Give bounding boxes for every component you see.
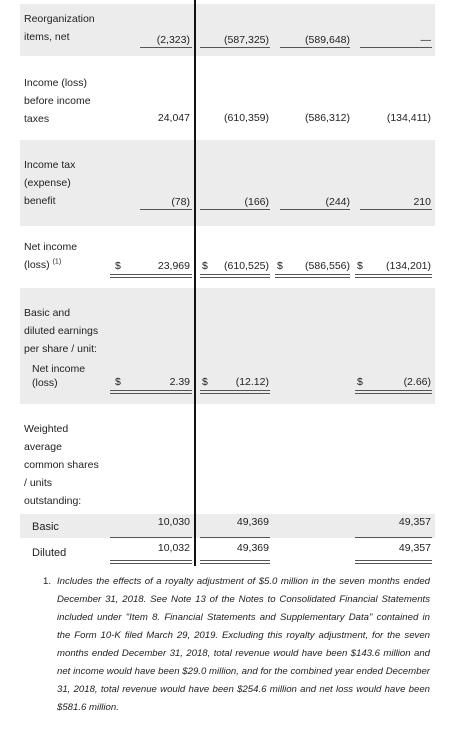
label-line [24,256,77,274]
row-eps-net-income [20,358,435,404]
footnote-ref: (1) [52,258,62,266]
cell-col1: 10,032 [157,542,190,554]
cell-col1: 23,969 [157,260,190,272]
cell-col3: (244) [325,196,350,208]
cell-col4: (134,411) [386,112,431,124]
label-line: outstanding: [24,495,82,507]
double-underline [200,390,270,394]
cell-col2: (12.12) [235,376,269,388]
underline [355,537,432,538]
label-line: / units [24,477,53,489]
dollar-sign: $ [357,376,363,388]
dollar-sign: $ [277,260,283,272]
label-line: common shares [24,459,99,471]
dollar-sign: $ [202,376,208,388]
cell-col4: 49,357 [398,516,431,528]
cell-col4: 49,357 [398,542,431,554]
underline [110,537,192,538]
label-line: Income (loss) [24,77,88,89]
label-line: Net income [24,241,78,253]
cell-col2: (166) [244,196,269,208]
label-line: Basic and [24,307,71,319]
underline [140,209,192,210]
cell-col4: (2.66) [403,376,431,388]
cell-col3: (589,648) [305,34,350,46]
cell-col4: 210 [413,196,431,208]
row-eps-header [20,288,435,358]
row-label [24,304,98,358]
underline [360,209,432,210]
row-label [24,74,91,128]
row-label: Basic [32,521,59,533]
double-underline [200,560,270,564]
footnote-text: Includes the effects of a royalty adjustment of $5.0 million in the seven months ended December 31, 2018. See Note 13 of the Notes to Consolidated Financial Statements included under "Item 8. Financial Statements and Supplementary Data" contained in the Form 10-K filed March 29, 2019. Excluding this royalty adjustment, for the seven months ended December 31, 2018, total revenue would have been $143.6 million and net income would have been $29.0 million, and for the combined year ended December 31, 2018, total revenue would have been $254.6 million and net loss would have been $581.6 million. [57,576,430,713]
row-reorganization-items [20,4,435,56]
row-income-before-taxes [20,56,435,140]
dollar-sign: $ [202,260,208,272]
label-line: Net income [32,363,86,375]
label-line: (expense) [24,177,71,189]
row-weighted-header [20,404,435,512]
cell-col1: (78) [171,196,190,208]
underline [200,47,270,48]
underline [280,47,350,48]
double-underline [275,274,350,278]
dollar-sign: $ [115,260,121,272]
double-underline [200,274,270,278]
dollar-sign: $ [115,376,121,388]
dollar-sign: $ [357,260,363,272]
label-line: items, net [24,31,70,43]
label-line: taxes [24,113,50,125]
row-label [24,156,75,210]
row-label [24,238,77,274]
underline [280,209,350,210]
row-label [32,362,85,390]
label-line: diluted earnings [24,325,99,337]
label-line: benefit [24,195,56,207]
double-underline [110,560,192,564]
cell-col1: 24,047 [157,112,190,124]
cell-col2: (610,359) [224,112,269,124]
double-underline [355,390,432,394]
label-line: Weighted [24,423,69,435]
underline [200,209,270,210]
cell-col2: (587,325) [224,34,269,46]
footnote-number: 1. [43,576,52,587]
row-basic [20,514,435,538]
row-label: Diluted [32,547,67,559]
label-line: before income [24,95,91,107]
label-line: average [24,441,62,453]
label-line: (loss) [32,377,58,389]
period-separator-line [194,0,196,566]
cell-col1: (2,323) [156,34,190,46]
double-underline [355,560,432,564]
label-text: (loss) [24,259,50,271]
row-label [24,420,99,510]
cell-col2: 49,369 [236,542,269,554]
underline [140,47,192,48]
double-underline [110,274,192,278]
cell-col2: (610,525) [224,260,269,272]
cell-col4: (134,201) [386,260,431,272]
label-line: Reorganization [24,13,95,25]
cell-col4: — [420,34,431,46]
cell-col3: (586,312) [305,112,350,124]
label-line: per share / unit: [24,343,97,355]
underline [360,47,432,48]
label-line: Income tax [24,159,76,171]
footnote [43,573,430,717]
cell-col1: 2.39 [169,376,190,388]
cell-col2: 49,369 [236,516,269,528]
cell-col3: (586,556) [305,260,350,272]
double-underline [110,390,192,394]
double-underline [355,274,432,278]
row-label [24,10,95,46]
underline [200,537,270,538]
cell-col1: 10,030 [157,516,190,528]
row-income-tax [20,140,435,226]
